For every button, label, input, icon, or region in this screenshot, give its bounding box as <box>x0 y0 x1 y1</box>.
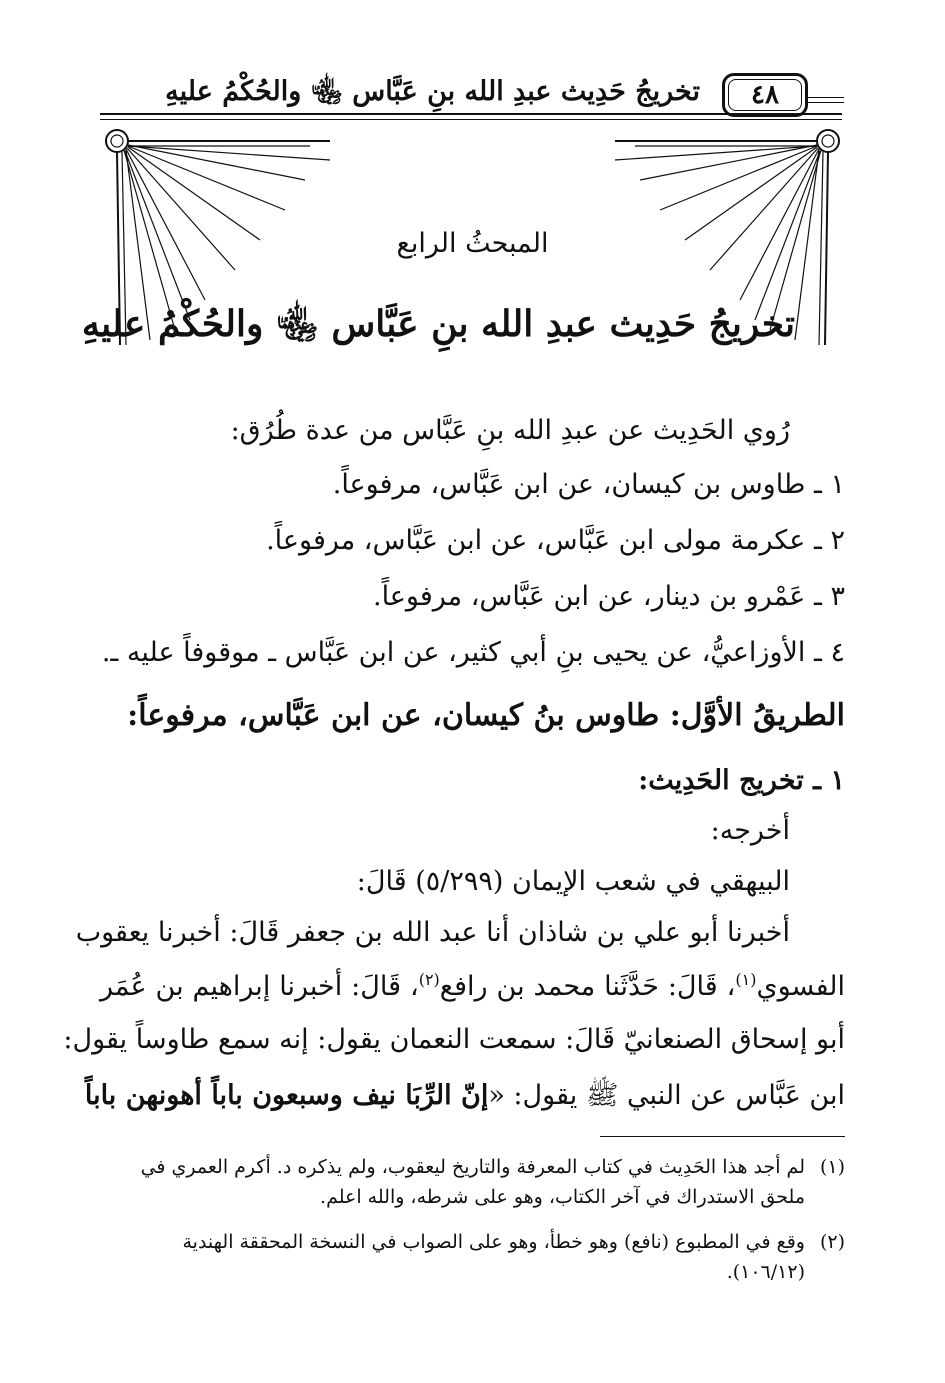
footnote-ref[interactable]: (١) <box>735 970 757 989</box>
running-title: تخريجُ حَدِيث عبدِ الله بنِ عَبَّاس ﵄ والحُكْمُ عليهِ <box>165 76 700 107</box>
first-route-heading: الطريقُ الأوَّل: طاوس بنُ كيسان، عن ابن عَبَّاس، مرفوعاً: <box>127 698 845 733</box>
header-rule <box>100 113 842 115</box>
footnote <box>100 1227 845 1287</box>
page-number-frame <box>722 73 808 117</box>
footnote-text: لم أجد هذا الحَدِيث في كتاب المعرفة والتاريخ ليعقوب، ولم يذكره د. أكرم العمري في ملحق الاستدراك في آخر الكتاب، وهو على شرطه، والله اعلم. <box>140 1156 805 1208</box>
footnote-text: وقع في المطبوع (نافع) وهو خطأ، وهو على الصواب في النسخة المحققة الهندية (١٠٦/١٢). <box>182 1231 805 1283</box>
footnote-rule <box>600 1136 845 1137</box>
route-item: ٤ ـ الأوزاعيُّ، عن يحيى بنِ أبي كثير، عن ابن عَبَّاس ـ موقوفاً عليه ـ. <box>101 637 845 668</box>
isnad-line: أبو إسحاق الصنعانيّ قَالَ: سمعت النعمان يقول: إنه سمع طاوساً يقول: <box>63 1024 845 1055</box>
isnad-text: ، قَالَ: حَدَّثَنا محمد بن رافع <box>439 971 736 1002</box>
footnote-number: (١) <box>819 1156 845 1178</box>
footnote-number: (٢) <box>819 1231 845 1253</box>
header-rule <box>100 119 842 120</box>
route-item: ٣ ـ عَمْرو بن دينار، عن ابن عَبَّاس، مرفوعاً. <box>373 581 845 612</box>
isnad-text: ، قَالَ: أخبرنا إبراهيم بن عُمَر <box>100 971 419 1002</box>
header-rule <box>808 97 844 98</box>
section-label: المبحثُ الرابع <box>396 228 549 259</box>
intro-line: رُوي الحَدِيث عن عبدِ الله بنِ عَبَّاس من عدة طُرُق: <box>230 415 790 446</box>
isnad-text: الفسوي <box>756 971 845 1002</box>
footnote-ref[interactable]: (٢) <box>418 970 440 989</box>
isnad-text: ابن عَبَّاس عن النبي ﷺ يقول: « <box>488 1080 845 1111</box>
page-number: ٤٨ <box>728 79 802 111</box>
takhrij-subheading: ١ ـ تخريج الحَدِيث: <box>638 765 845 796</box>
footnote <box>100 1152 845 1212</box>
route-item: ٢ ـ عكرمة مولى ابن عَبَّاس، عن ابن عَبَّاس، مرفوعاً. <box>266 525 845 556</box>
hadith-text: إنّ الرِّبَا نيف وسبعون باباً أهونهن باباً <box>84 1080 489 1111</box>
route-item: ١ ـ طاوس بن كيسان، عن ابن عَبَّاس، مرفوعاً. <box>332 469 845 500</box>
chapter-title: تخريجُ حَدِيث عبدِ الله بنِ عَبَّاس ﵄ والحُكْمُ عليهِ <box>81 303 795 345</box>
isnad-line <box>100 970 845 1002</box>
isnad-line <box>84 1078 845 1118</box>
isnad-line: أخبرنا أبو علي بن شاذان أنا عبد الله بن جعفر قَالَ: أخبرنا يعقوب <box>75 917 790 948</box>
source-citation: البيهقي في شعب الإيمان (٥/٢٩٩) قَالَ: <box>356 866 790 897</box>
akhrajahu-label: أخرجه: <box>710 815 790 846</box>
header-rule <box>808 102 844 103</box>
